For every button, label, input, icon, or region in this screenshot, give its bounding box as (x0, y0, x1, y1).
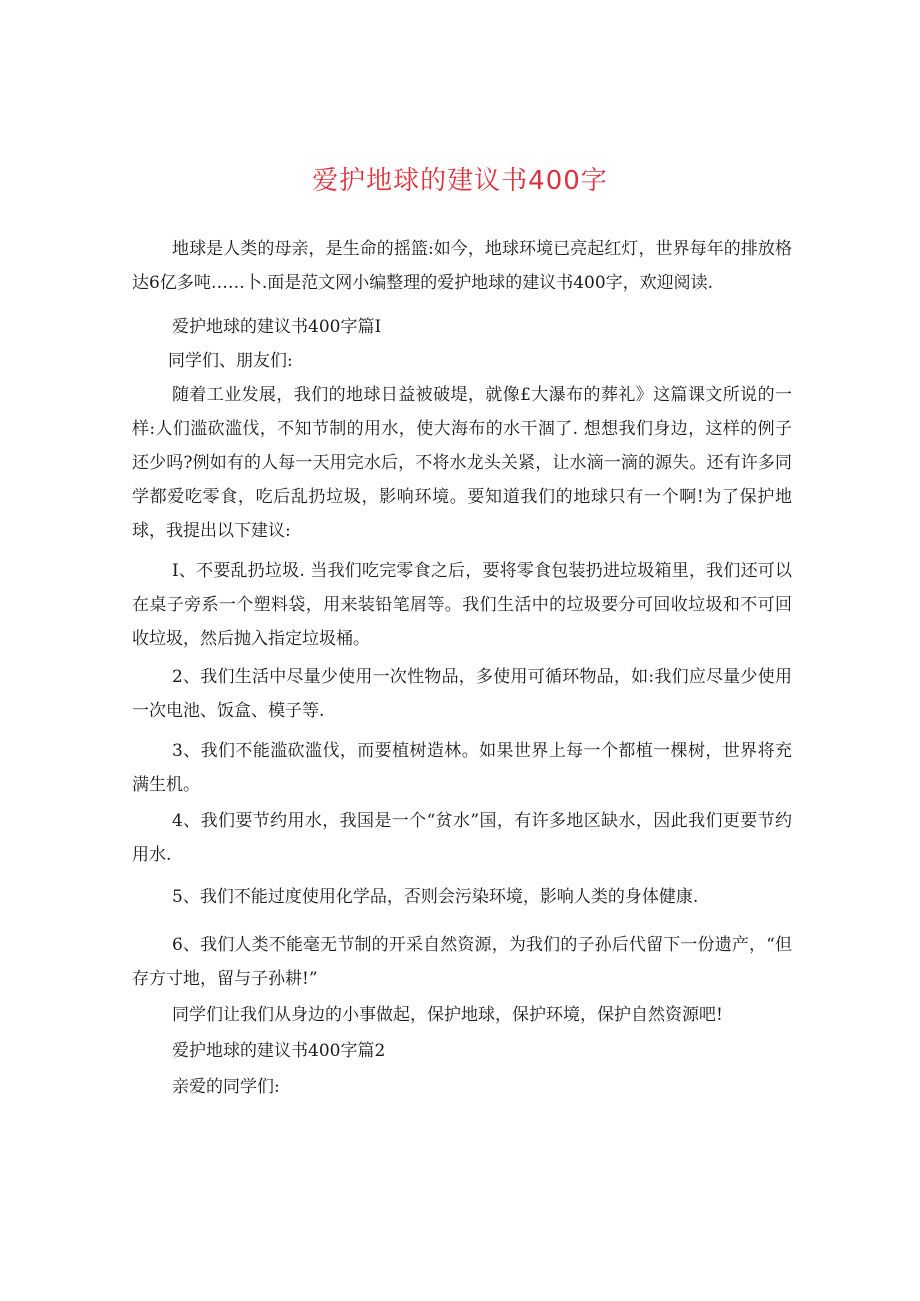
salutation-2: 亲爱的同学们: (172, 1077, 280, 1097)
suggestion-item-3: 3、我们不能滥砍滥伐，而要植树造林。如果世界上每一个都植一棵树，世界将充满生机。 (132, 741, 792, 795)
suggestion-item-6: 6、我们人类不能毫无节制的开采自然资源，为我们的子孙后代留下一份遗产，“但存方寸地，留与子孙耕!” (132, 935, 792, 989)
suggestion-item-5: 5、我们不能过度使用化学品，否则会污染环境，影响人类的身体健康. (172, 887, 699, 907)
suggestion-item-1: I、不要乱扔垃圾. 当我们吃完零食之后，要将零食包装扔进垃圾箱里，我们还可以在桌子旁系一个塑料袋，用来装铅笔屑等。我们生活中的垃圾要分可回收垃圾和不可回收垃圾，然后抛入指定垃圾桶。 (132, 561, 792, 649)
suggestion-item-4: 4、我们要节约用水，我国是一个“贫水”国，有许多地区缺水，因此我们更要节约用水. (132, 811, 792, 865)
section-heading-1: 爱护地球的建议书400字篇I (172, 317, 382, 337)
intro-paragraph: 地球是人类的母亲，是生命的摇篮:如今，地球环境已亮起红灯，世界每年的排放格达6亿多吨……卜.面是范文网小编整理的爱护地球的建议书400字，欢迎阅读. (132, 239, 792, 293)
section-heading-2: 爱护地球的建议书400字篇2 (172, 1041, 386, 1061)
suggestion-item-2: 2、我们生活中尽量少使用一次性物品，多使用可循环物品，如:我们应尽量少使用一次电池、饭盒、模子等. (132, 667, 792, 721)
salutation-1: 同学们、朋友们: (168, 351, 293, 371)
body-paragraph-1: 随着工业发展，我们的地球日益被破堤，就像£大瀑布的葬礼》这篇课文所说的一样:人们滥砍滥伐，不知节制的用水，使大海布的水干涸了. 想想我们身边，这样的例子还少吗?例如有的人每一天用完水后，不将水龙头关紧，让水滴一滴的源失。还有许多同学都爱吃零食，吃后乱扔垃圾，影响环境。要知道我们的地球只有一个啊!为了保护地球，我提出以下建议: (132, 385, 792, 541)
closing-paragraph: 同学们让我们从身边的小事做起，保护地球，保护环境，保护自然资源吧! (172, 1005, 723, 1025)
page-title: 爱护地球的建议书400字 (312, 166, 608, 196)
